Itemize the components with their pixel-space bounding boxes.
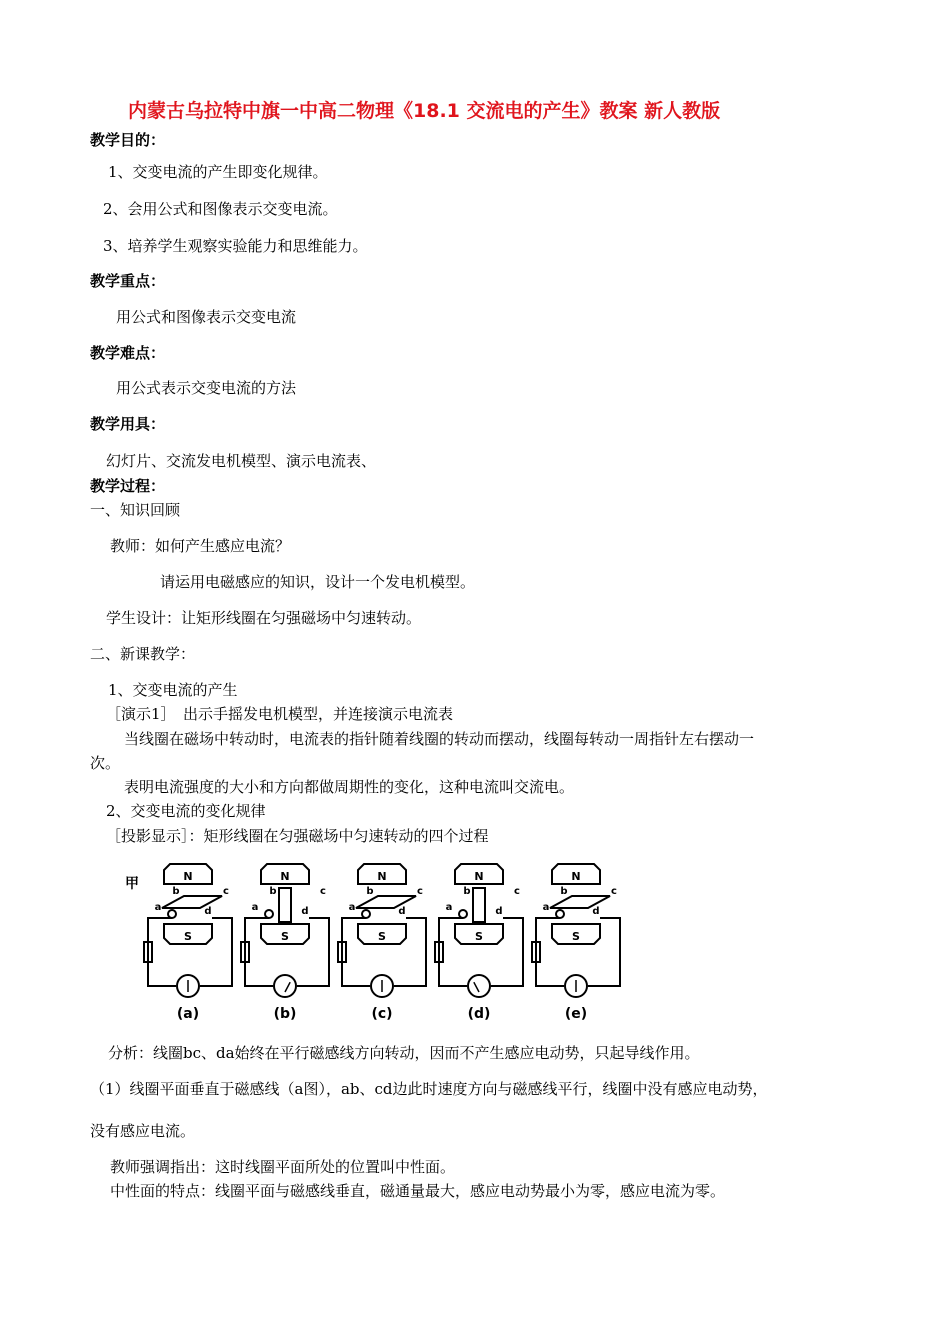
pole-s-label: S (281, 930, 289, 943)
body-line: 表明电流强度的大小和方向都做周期性的变化，这种电流叫交流电。 (124, 778, 575, 796)
corner-label: d (301, 906, 309, 917)
pole-n-label: N (377, 870, 387, 883)
corner-label: a (348, 902, 356, 913)
difficulty-heading: 教学难点： (90, 344, 166, 362)
coil (279, 888, 291, 922)
tools-heading: 教学用具： (90, 415, 166, 433)
body-line: ［演示1］ 出示手摇发电机模型，并连接演示电流表 (106, 705, 454, 723)
tools-text: 幻灯片、交流发电机模型、演示电流表、 (106, 452, 377, 470)
objective-item: 1、交变电流的产生即变化规律。 (108, 163, 328, 181)
panel-label: (b) (273, 1006, 297, 1022)
ammeter-needle (474, 982, 479, 992)
corner-label: d (204, 906, 212, 917)
panel-label: (e) (564, 1006, 588, 1022)
objectives-heading: 教学目的： (90, 131, 166, 149)
corner-label: c (417, 886, 423, 897)
corner-label: b (269, 886, 277, 897)
slip-ring (459, 910, 467, 918)
corner-label: a (251, 902, 259, 913)
ammeter-needle (285, 982, 290, 992)
circuit-wire (200, 918, 232, 986)
body-line: 中性面的特点：线圈平面与磁感线垂直，磁通量最大，感应电动势最小为零，感应电流为零。 (110, 1182, 726, 1200)
ammeter (468, 975, 490, 997)
panel-label: (d) (467, 1006, 491, 1022)
generator-panel (338, 864, 426, 1022)
body-line: （1）线圈平面垂直于磁感线（a图），ab、cd边此时速度方向与磁感线平行，线圈中没有感应电动势， (90, 1080, 768, 1098)
process-heading: 教学过程： (90, 477, 166, 495)
corner-label: d (398, 906, 406, 917)
objective-item: 2、会用公式和图像表示交变电流。 (103, 200, 338, 218)
corner-label: b (560, 886, 568, 897)
body-line: 学生设计：让矩形线圈在匀强磁场中匀速转动。 (106, 609, 422, 627)
panel-label: (c) (371, 1006, 393, 1022)
body-line: 一、知识回顾 (90, 501, 181, 519)
slip-ring (265, 910, 273, 918)
pole-s-label: S (184, 930, 192, 943)
body-line: ［投影显示］：矩形线圈在匀强磁场中匀速转动的四个过程 (106, 827, 489, 845)
circuit-wire (588, 918, 620, 986)
body-line: 二、新课教学： (90, 645, 196, 663)
generator-panel (144, 864, 232, 1022)
corner-label: b (172, 886, 180, 897)
corner-label: c (320, 886, 326, 897)
body-line: 1、交变电流的产生 (108, 681, 238, 699)
key-heading: 教学重点： (90, 272, 166, 290)
panel-label: (a) (176, 1006, 200, 1022)
pole-s-label: S (378, 930, 386, 943)
page-title: 内蒙古乌拉特中旗一中高二物理《18.1 交流电的产生》教案 新人教版 (128, 100, 721, 122)
corner-label: d (495, 906, 503, 917)
generator-panel (532, 864, 620, 1022)
key-text: 用公式和图像表示交变电流 (116, 308, 297, 326)
generator-diagram-svg (118, 852, 638, 1022)
coil (356, 896, 416, 908)
body-line: 教师强调指出：这时线圈平面所处的位置叫中性面。 (110, 1158, 456, 1176)
body-line: 次。 (90, 754, 121, 772)
objective-item: 3、培养学生观察实验能力和思维能力。 (103, 237, 368, 255)
pole-n-label: N (183, 870, 193, 883)
circuit-wire (394, 918, 426, 986)
difficulty-text: 用公式表示交变电流的方法 (116, 379, 297, 397)
corner-label: a (445, 902, 453, 913)
body-line: 请运用电磁感应的知识，设计一个发电机模型。 (160, 573, 476, 591)
generator-rotation-diagram (118, 852, 638, 1022)
corner-label: b (463, 886, 471, 897)
group-label: 甲 (125, 876, 139, 892)
slip-ring (556, 910, 564, 918)
slip-ring (168, 910, 176, 918)
generator-panel (435, 864, 523, 1022)
pole-s-label: S (572, 930, 580, 943)
body-line: 当线圈在磁场中转动时，电流表的指针随着线圈的转动而摆动，线圈每转动一周指针左右摆动一 (124, 730, 755, 748)
corner-label: c (611, 886, 617, 897)
body-line: 分析：线圈bc、da始终在平行磁感线方向转动，因而不产生感应电动势，只起导线作用。 (108, 1044, 700, 1062)
pole-s-label: S (475, 930, 483, 943)
pole-n-label: N (280, 870, 290, 883)
body-line: 2、交变电流的变化规律 (106, 802, 266, 820)
coil (162, 896, 222, 908)
body-line: 没有感应电流。 (90, 1122, 196, 1140)
corner-label: c (223, 886, 229, 897)
corner-label: a (154, 902, 162, 913)
corner-label: d (592, 906, 600, 917)
ammeter (274, 975, 296, 997)
pole-n-label: N (474, 870, 484, 883)
body-line: 教师：如何产生感应电流？ (110, 537, 291, 555)
slip-ring (362, 910, 370, 918)
coil (473, 888, 485, 922)
corner-label: c (514, 886, 520, 897)
generator-panel (241, 864, 329, 1022)
corner-label: b (366, 886, 374, 897)
circuit-wire (491, 918, 523, 986)
pole-n-label: N (571, 870, 581, 883)
corner-label: a (542, 902, 550, 913)
coil (550, 896, 610, 908)
circuit-wire (297, 918, 329, 986)
